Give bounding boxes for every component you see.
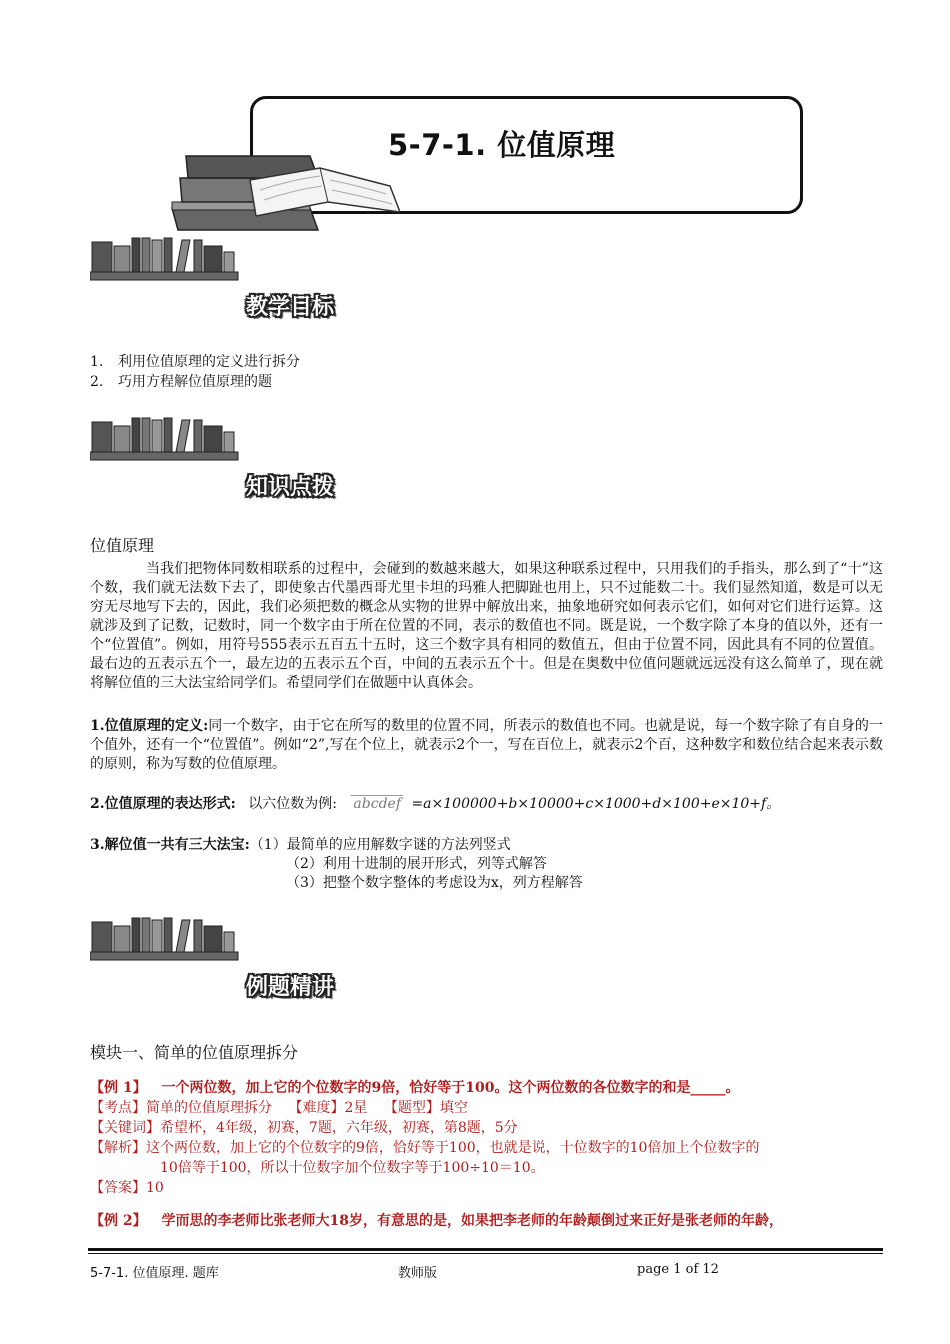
method-item: （2）利用十进制的展开形式，列等式解答 [286,856,547,872]
method-item: （3）把整个数字整体的考虑设为x，列方程解答 [286,875,583,891]
method-item: （1）最简单的应用解数字谜的方法列竖式 [249,837,511,853]
knowledge-methods: 3.解位值一共有三大法宝:（1）最简单的应用解数字谜的方法列竖式 （2）利用十进制的展开形式，列等式解答 （3）把整个数字整体的考虑设为x，列方程解答 [90,836,883,893]
footer-rule-thin [88,1253,883,1254]
knowledge-intro: 当我们把物体同数相联系的过程中，会碰到的数越来越大，如果这种联系过程中，只用我们的手指头，那么到了“十”这个数，我们就无法数下去了，即使象古代墨西哥尤里卡坦的玛雅人把脚趾也用上，只不过能数二十。我们显然知道，数是可以无穷无尽地写下去的，因此，我们必须把数的概念从实物的世界中解放出来，抽象地研究如何表示它们，如何对它们进行运算。这就涉及到了记数，记数时，同一个数字由于所在位置的不同，表示的数值也不同。既是说，一个数字除了本身的值以外，还有一个“位置值”。例如，用符号555表示五百五十五时，这三个数字具有相同的数值五，但由于位置不同，因此具有不同的位置值。最右边的五表示五个一，最左边的五表示五个百，中间的五表示五个十。但是在奥数中位值问题就远远没有这么简单了，现在就将解位值的三大法宝给同学们。希望同学们在做题中认真体会。 [90,561,883,691]
example-keywords: 【关键词】希望杯，4年级，初赛，7题，六年级，初赛，第8题，5分 [90,1120,518,1136]
footer-rule [88,1248,883,1251]
example-analysis-cont: 10倍等于100，所以十位数字加个位数字等于100÷10＝10。 [160,1160,545,1176]
example-answer: 【答案】10 [90,1180,164,1196]
overline-number: abcdef [353,796,401,812]
bookshelf-icon [90,912,240,964]
banner-examples [90,912,390,1022]
goal-list [90,352,300,392]
books-illustration [160,150,400,240]
banner-title-knowledge: 知识点拨 [246,475,335,500]
banner-title-goals: 教学目标 [246,295,335,320]
footer-left: 5-7-1. 位值原理. 题库 [90,1266,219,1281]
goal-item: 2. 巧用方程解位值原理的题 [90,374,272,390]
example-question: 【例 1】 一个两位数，加上它的个位数字的9倍，恰好等于100。这个两位数的各位数字的和是_____。 [90,1080,740,1096]
knowledge-definition: 1.位值原理的定义:同一个数字，由于它在所写的数里的位置不同，所表示的数值也不同。也就是说，每一个数字除了有自身的一个值外，还有一个“位置值”。例如“2”,写在个位上，就表示2个一，写在百位上，就表示2个百，这种数字和数位结合起来表示数的原则，称为写数的位值原理。 [90,718,883,772]
bookshelf-icon [90,232,240,284]
banner-knowledge [90,412,390,522]
knowledge-form: 2.位值原理的表达形式: 以六位数为例: abcdef =a×100000+b×10000+c×1000+d×100+e×10+f。 [90,796,781,812]
example-analysis: 【解析】这个两位数，加上它的个位数字的9倍，恰好等于100，也就是说，十位数字的10倍加上个位数字的 [90,1140,760,1156]
goal-item: 1. 利用位值原理的定义进行拆分 [90,354,300,370]
example-2: 【例 2】 学而思的李老师比张老师大18岁，有意思的是，如果把李老师的年龄颠倒过来正好是张老师的年龄， [90,1213,783,1229]
footer-center: 教师版 [398,1266,438,1281]
knowledge-heading: 位值原理 [90,536,155,555]
footer-page: page 1 of 12 [637,1262,719,1277]
banner-goals [90,232,390,342]
example-meta: 【考点】简单的位值原理拆分 【难度】2星 【题型】填空 [90,1100,468,1116]
banner-title-examples: 例题精讲 [246,975,335,1000]
example-1 [90,1078,883,1198]
bookshelf-icon [90,412,240,464]
page-title: 5-7-1. 位值原理 [388,128,616,162]
module-heading: 模块一、简单的位值原理拆分 [90,1043,299,1062]
